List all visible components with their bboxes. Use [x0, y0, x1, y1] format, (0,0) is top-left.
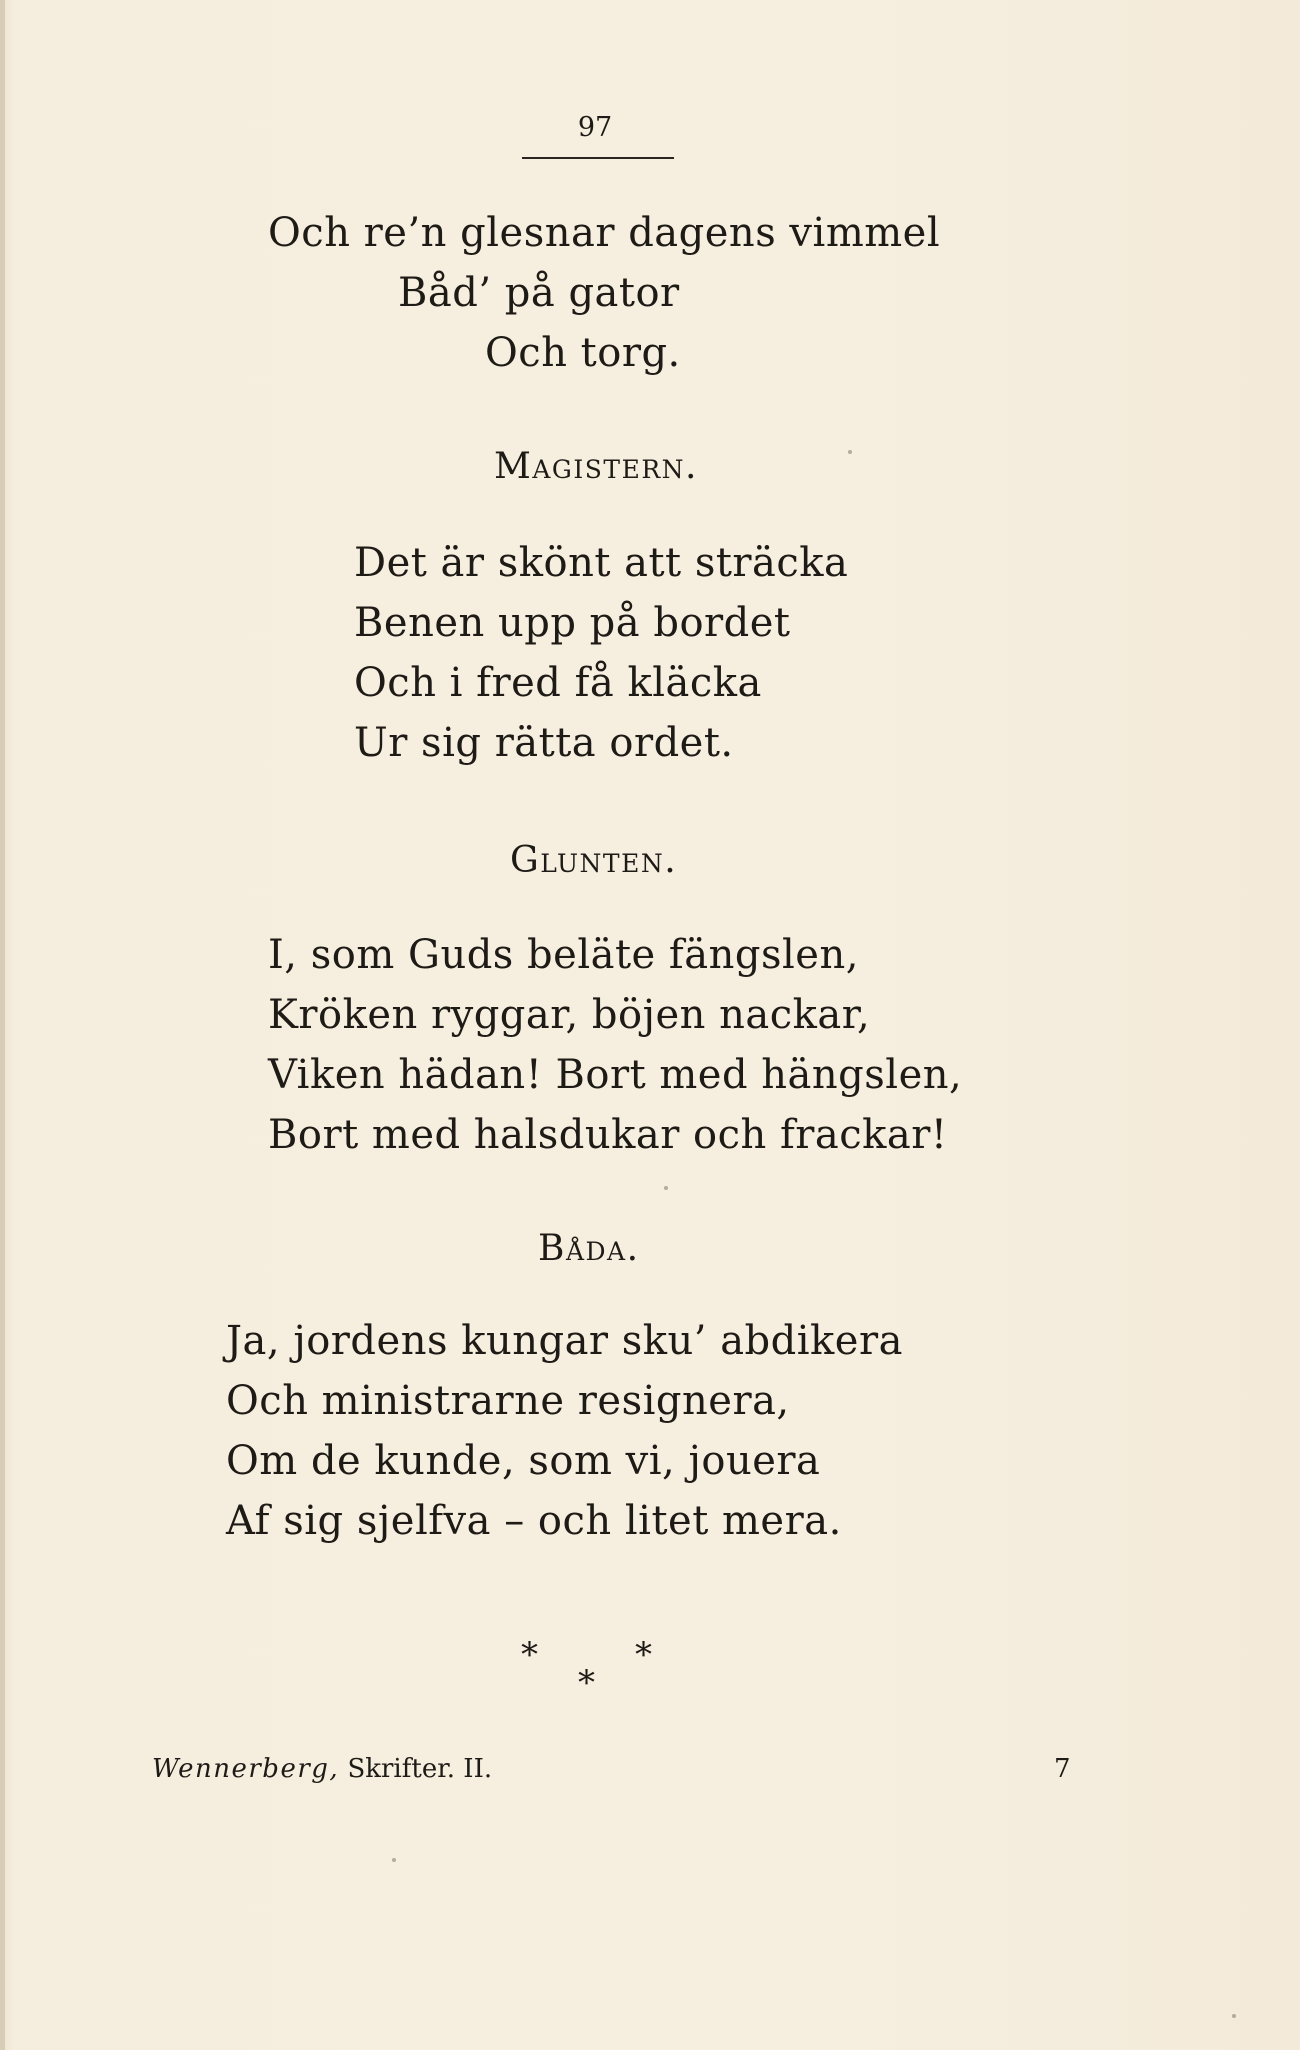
- asterisk-mark: *: [521, 1635, 538, 1675]
- verse-line: Bort med halsdukar och frackar!: [268, 1112, 948, 1158]
- speaker-heading-glunten: Glunten.: [510, 840, 678, 881]
- verse-line: Och ministrarne resignera,: [226, 1378, 790, 1424]
- verse-line: Det är skönt att sträcka: [354, 540, 849, 586]
- asterism-separator: [520, 1635, 670, 1703]
- verse-line: Benen upp på bordet: [354, 600, 791, 646]
- footer-author: Wennerberg,: [152, 1754, 340, 1784]
- page-edge-shadow: [0, 0, 5, 2050]
- verse-line: Och re’n glesnar dagens vimmel: [268, 210, 941, 256]
- verse-line: Af sig sjelfva – och litet mera.: [226, 1498, 842, 1544]
- speaker-heading-bada: Båda.: [538, 1228, 640, 1269]
- verse-line: Kröken ryggar, böjen nackar,: [268, 992, 871, 1038]
- verse-line: Viken hädan! Bort med hängslen,: [268, 1052, 963, 1098]
- footer-source: [152, 1752, 492, 1786]
- verse-line: Och torg.: [485, 330, 681, 376]
- paper-speck: [392, 1858, 396, 1862]
- verse-line: Ja, jordens kungar sku’ abdikera: [226, 1318, 903, 1364]
- paper-speck: [1232, 2014, 1236, 2018]
- verse-line: I, som Guds beläte fängslen,: [268, 932, 859, 978]
- paper-speck: [664, 1186, 668, 1190]
- footer-signature-mark: 7: [1054, 1754, 1071, 1784]
- verse-line: Och i fred få kläcka: [354, 660, 762, 706]
- verse-line: Om de kunde, som vi, jouera: [226, 1438, 821, 1484]
- paper-speck: [848, 450, 852, 454]
- asterisk-mark: *: [578, 1663, 595, 1703]
- verse-line: Ur sig rätta ordet.: [354, 720, 734, 766]
- verse-line: Båd’ på gator: [398, 270, 680, 316]
- page-number-rule: [522, 157, 674, 159]
- speaker-heading-magistern: Magistern.: [494, 446, 698, 487]
- footer-work: Skrifter. II.: [347, 1754, 493, 1784]
- page-number: 97: [577, 112, 613, 143]
- asterisk-mark: *: [635, 1635, 652, 1675]
